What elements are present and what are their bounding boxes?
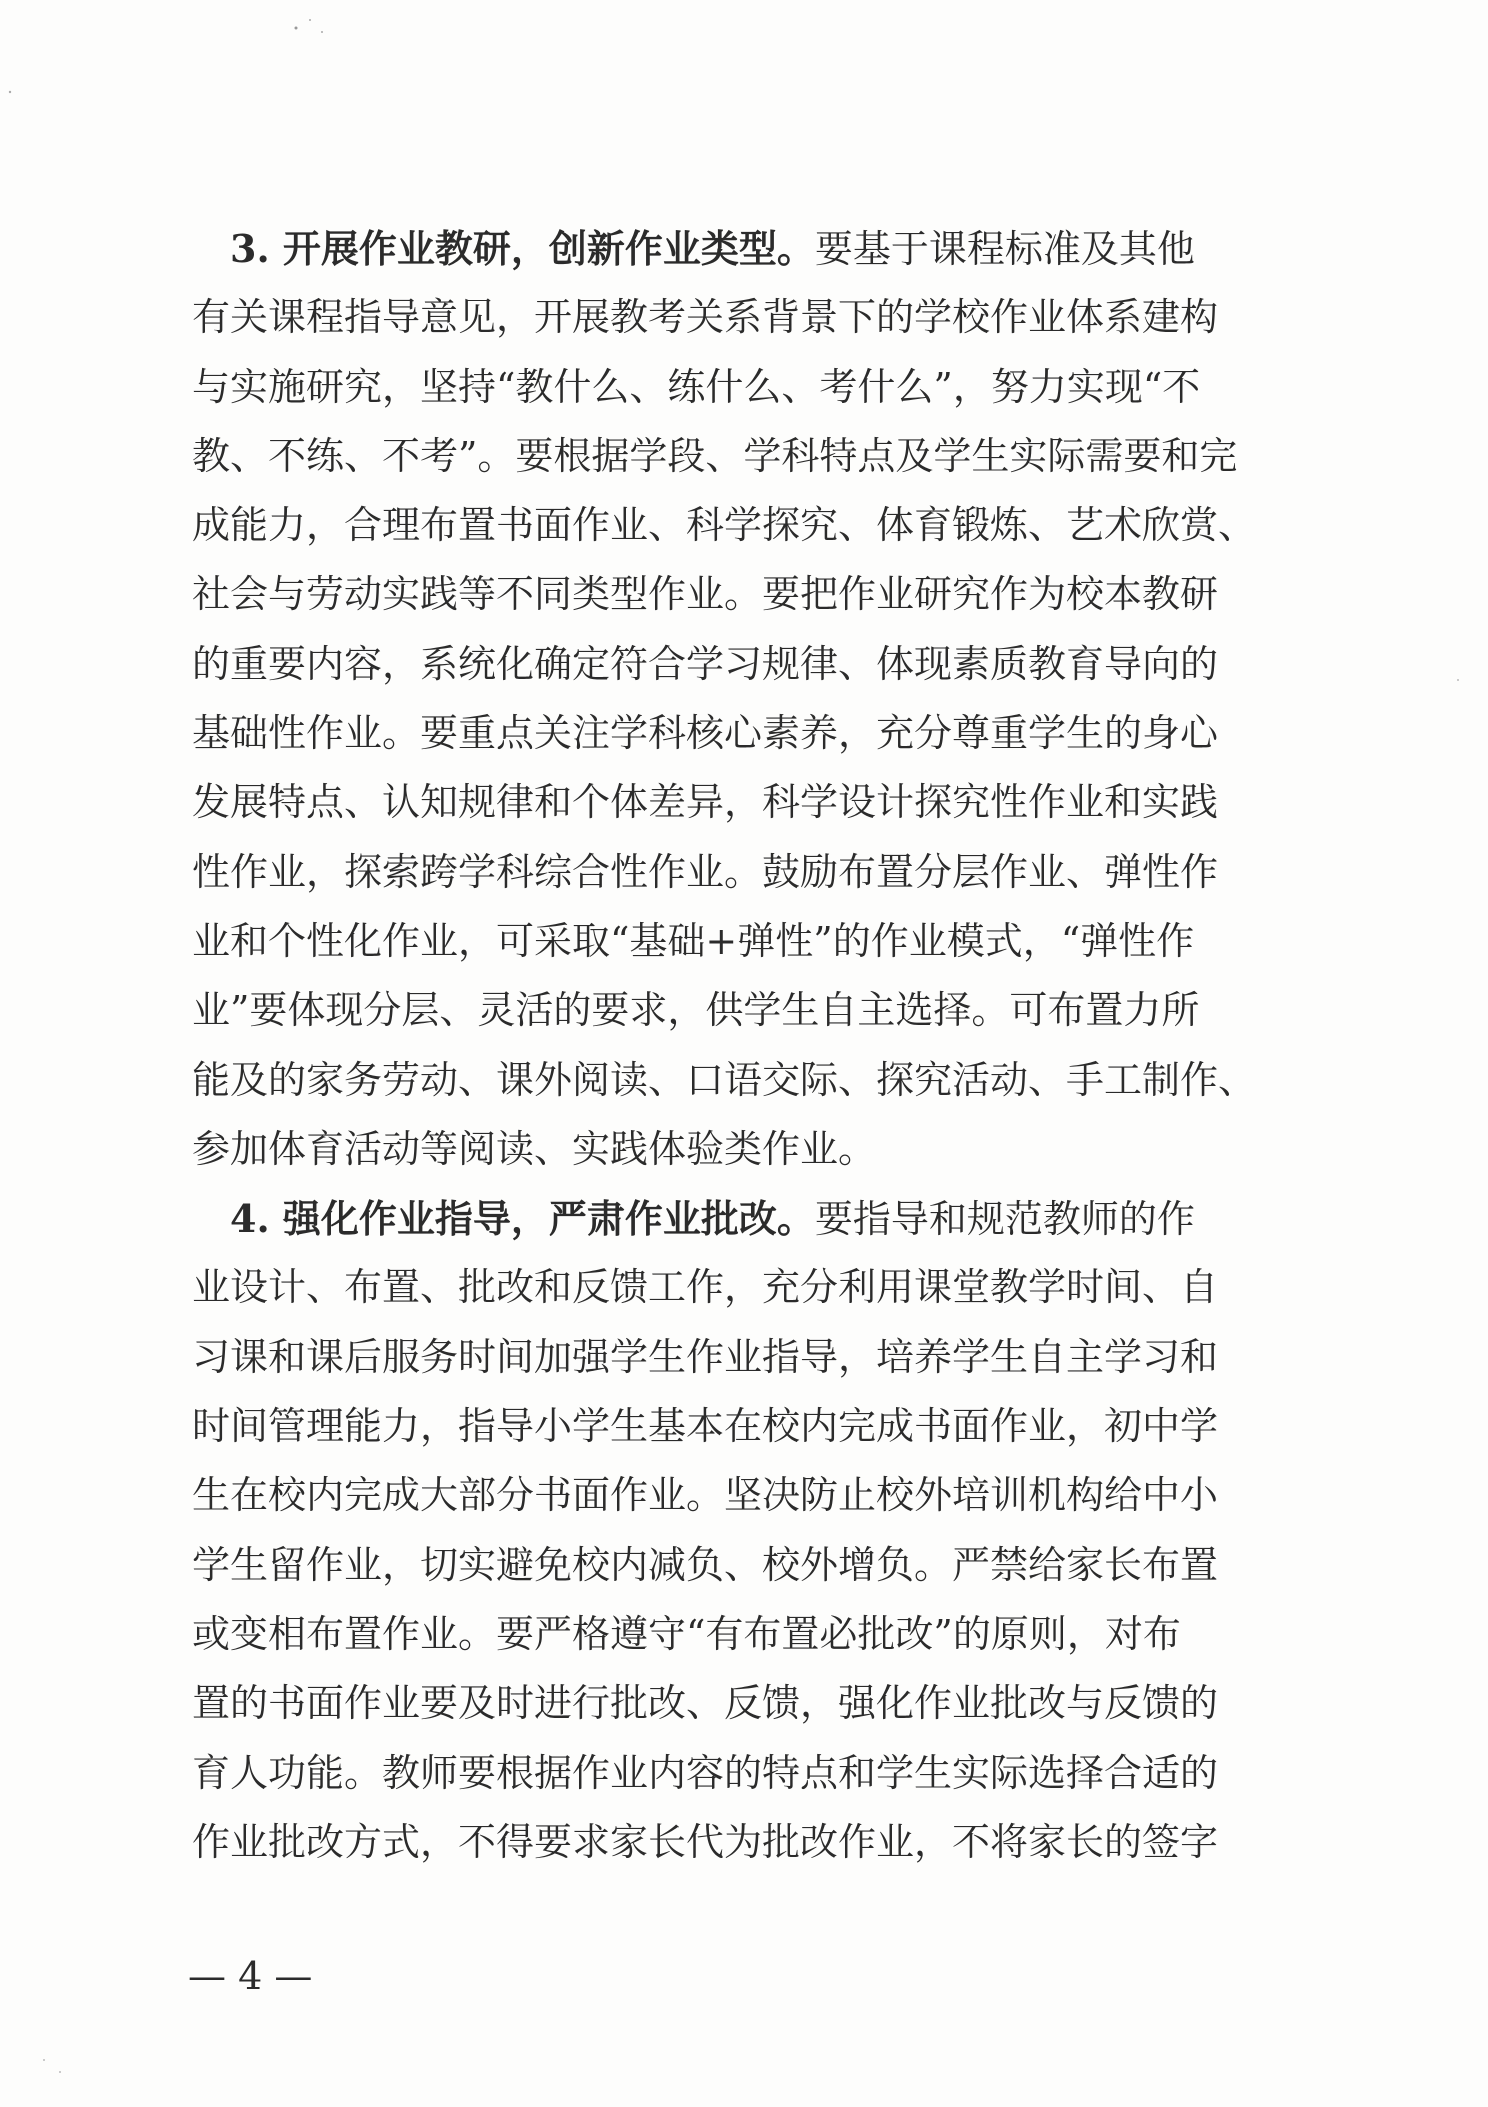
text-line — [192, 768, 1284, 837]
text-line — [192, 1461, 1284, 1530]
line-text: 学生留作业，切实避免校内减负、校外增负。严禁给家长布置 — [192, 1542, 1219, 1587]
text-line — [192, 560, 1284, 629]
line-text: 要指导和规范教师的作 — [814, 1197, 1195, 1242]
line-text: 或变相布置作业。要严格遵守“有布置必批改”的原则，对布 — [192, 1611, 1181, 1656]
paragraph-heading: 3. 开展作业教研，创新作业类型。 — [230, 226, 815, 271]
line-text: 与实施研究，坚持“教什么、练什么、考什么”，努力实现“不 — [192, 364, 1201, 409]
text-line — [192, 1184, 1284, 1253]
text-line — [192, 1669, 1284, 1738]
line-text: 基础性作业。要重点关注学科核心素养，充分尊重学生的身心 — [192, 711, 1219, 756]
text-line — [192, 491, 1284, 560]
line-text: 置的书面作业要及时进行批改、反馈，强化作业批改与反馈的 — [192, 1681, 1219, 1726]
text-line — [192, 907, 1284, 976]
text-line — [192, 1531, 1284, 1600]
text-line — [192, 1392, 1284, 1461]
line-text: 教、不练、不考”。要根据学段、学科特点及学生实际需要和完 — [192, 433, 1238, 478]
line-text: 习课和课后服务时间加强学生作业指导，培养学生自主学习和 — [192, 1334, 1219, 1379]
text-line — [192, 976, 1284, 1045]
text-line — [192, 353, 1284, 422]
line-text: 发展特点、认知规律和个体差异，科学设计探究性作业和实践 — [192, 780, 1219, 825]
line-text: 有关课程指导意见，开展教考关系背景下的学校作业体系建构 — [192, 295, 1219, 340]
text-line — [192, 1046, 1284, 1115]
text-line — [192, 1808, 1284, 1877]
text-line — [192, 699, 1284, 768]
paragraph-heading: 4. 强化作业指导，严肃作业批改。 — [230, 1196, 815, 1242]
text-line — [192, 214, 1284, 283]
line-text: 业设计、布置、批改和反馈工作，充分利用课堂教学时间、自 — [192, 1265, 1219, 1310]
line-text: 生在校内完成大部分书面作业。坚决防止校外培训机构给中小 — [192, 1473, 1219, 1518]
line-text: 作业批改方式，不得要求家长代为批改作业，不将家长的签字 — [192, 1819, 1219, 1864]
line-text: 要基于课程标准及其他 — [814, 227, 1195, 271]
text-line — [192, 1323, 1284, 1392]
line-text: 育人功能。教师要根据作业内容的特点和学生实际选择合适的 — [192, 1750, 1219, 1795]
line-text: 参加体育活动等阅读、实践体验类作业。 — [192, 1126, 877, 1171]
line-text: 的重要内容，系统化确定符合学习规律、体现素质教育导向的 — [192, 641, 1219, 686]
line-text: 能及的家务劳动、课外阅读、口语交际、探究活动、手工制作、 — [192, 1057, 1257, 1102]
page-number: — 4 — — [188, 1954, 313, 1998]
line-text: 时间管理能力，指导小学生基本在校内完成书面作业，初中学 — [192, 1404, 1219, 1449]
line-text: 业和个性化作业，可采取“基础+弹性”的作业模式，“弹性作 — [192, 918, 1195, 963]
line-text: 业”要体现分层、灵活的要求，供学生自主选择。可布置力所 — [192, 988, 1200, 1033]
text-line — [192, 422, 1284, 491]
text-line — [192, 1600, 1284, 1669]
text-line — [192, 630, 1284, 699]
line-text: 成能力，合理布置书面作业、科学探究、体育锻炼、艺术欣赏、 — [192, 503, 1257, 548]
text-line — [192, 1253, 1284, 1322]
text-line — [192, 1115, 1284, 1184]
text-line — [192, 1739, 1284, 1808]
body-text — [192, 214, 1284, 1877]
text-line — [192, 838, 1284, 907]
text-line — [192, 283, 1284, 352]
line-text: 性作业，探索跨学科综合性作业。鼓励布置分层作业、弹性作 — [192, 849, 1219, 894]
line-text: 社会与劳动实践等不同类型作业。要把作业研究作为校本教研 — [192, 572, 1219, 617]
